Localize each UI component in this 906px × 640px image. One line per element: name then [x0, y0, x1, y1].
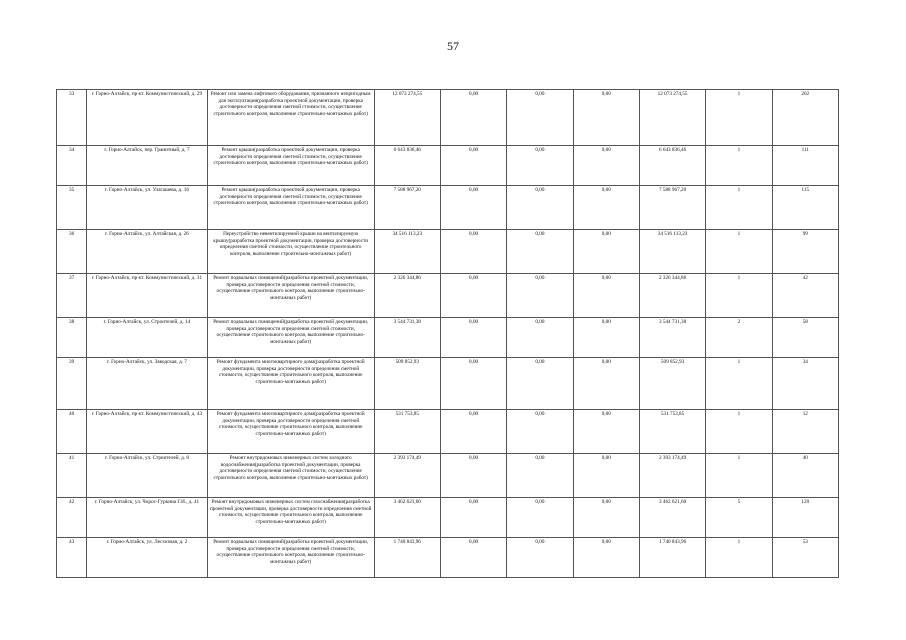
fund-cell-3: 0,00 [573, 146, 639, 186]
address-cell: г. Горно-Алтайск, пр-кт. Коммунистический, д. 29 [87, 90, 208, 146]
owners-funds-cell: 7 588 967,20 [639, 186, 705, 230]
table-row [57, 274, 839, 318]
count-cell: 1 [706, 186, 772, 230]
fund-cell-1: 0,00 [440, 498, 506, 538]
area-cell: 42 [772, 274, 838, 318]
fund-cell-3: 0,00 [573, 410, 639, 454]
fund-cell-1: 0,00 [440, 358, 506, 410]
fund-cell-1: 0,00 [440, 90, 506, 146]
table-row [57, 498, 839, 538]
fund-cell-1: 0,00 [440, 186, 506, 230]
table-row [57, 410, 839, 454]
fund-cell-2: 0,00 [507, 230, 573, 274]
fund-cell-3: 0,00 [573, 454, 639, 498]
count-cell: 1 [706, 90, 772, 146]
address-cell: г. Горно-Алтайск, ул. Улагашева, д. 16 [87, 186, 208, 230]
row-number: 37 [57, 274, 87, 318]
fund-cell-3: 0,00 [573, 230, 639, 274]
address-cell: г. Горно-Алтайск, ул. Строителей, д. 14 [87, 318, 208, 358]
address-cell: г. Горно-Алтайск, пер. Гранитный, д. 7 [87, 146, 208, 186]
area-cell: 12 [772, 410, 838, 454]
total-cost-cell: 7 588 967,20 [374, 186, 440, 230]
count-cell: 5 [706, 498, 772, 538]
table-row [57, 318, 839, 358]
area-cell: 99 [772, 230, 838, 274]
fund-cell-1: 0,00 [440, 538, 506, 578]
owners-funds-cell: 509 852,93 [639, 358, 705, 410]
fund-cell-2: 0,00 [507, 274, 573, 318]
works-table [56, 89, 839, 578]
fund-cell-1: 0,00 [440, 274, 506, 318]
row-number: 33 [57, 90, 87, 146]
fund-cell-2: 0,00 [507, 498, 573, 538]
table-row [57, 454, 839, 498]
table-row [57, 186, 839, 230]
work-description-cell: Ремонт внутридомовых инженерных систем холодного водоснабжения(разработка проектной документации, проверка достоверности определения сметной стоимости, осуществление строительного контроля, выполнение строительно-монтажных работ) [207, 454, 374, 498]
fund-cell-1: 0,00 [440, 410, 506, 454]
count-cell: 1 [706, 358, 772, 410]
count-cell: 1 [706, 410, 772, 454]
work-description-cell: Ремонт фундамента многоквартирного дома(разработка проектной документации, проверка достоверности определения сметной стоимости, осуществление строительного контроля, выполнение строительно-монтажных работ) [207, 410, 374, 454]
fund-cell-3: 0,00 [573, 186, 639, 230]
owners-funds-cell: 2 326 344,86 [639, 274, 705, 318]
table-row [57, 358, 839, 410]
owners-funds-cell: 1 740 843,96 [639, 538, 705, 578]
fund-cell-1: 0,00 [440, 318, 506, 358]
row-number: 43 [57, 538, 87, 578]
count-cell: 1 [706, 146, 772, 186]
work-description-cell: Ремонт фундамента многоквартирного дома(разработка проектной документации, проверка достоверности определения сметной стоимости, осуществление строительного контроля, выполнение строительно-монтажных работ) [207, 358, 374, 410]
total-cost-cell: 509 852,93 [374, 358, 440, 410]
row-number: 40 [57, 410, 87, 454]
area-cell: 34 [772, 358, 838, 410]
area-cell: 53 [772, 538, 838, 578]
row-number: 39 [57, 358, 87, 410]
row-number: 35 [57, 186, 87, 230]
area-cell: 111 [772, 146, 838, 186]
row-number: 41 [57, 454, 87, 498]
count-cell: 1 [706, 454, 772, 498]
fund-cell-2: 0,00 [507, 318, 573, 358]
row-number: 34 [57, 146, 87, 186]
count-cell: 1 [706, 274, 772, 318]
fund-cell-3: 0,00 [573, 358, 639, 410]
owners-funds-cell: 12 073 274,55 [639, 90, 705, 146]
fund-cell-2: 0,00 [507, 90, 573, 146]
row-number: 38 [57, 318, 87, 358]
area-cell: 120 [772, 498, 838, 538]
area-cell: 40 [772, 454, 838, 498]
total-cost-cell: 3 544 731,38 [374, 318, 440, 358]
owners-funds-cell: 531 753,85 [639, 410, 705, 454]
area-cell: 202 [772, 90, 838, 146]
work-description-cell: Ремонт подвальных помещений(разработка проектной документации, проверка достоверности определения сметной стоимости, осуществление строительного контроля, выполнение строительно-монтажных работ) [207, 318, 374, 358]
work-description-cell: Ремонт подвальных помещений(разработка проектной документации, проверка достоверности определения сметной стоимости, осуществление строительного контроля, выполнение строительно-монтажных работ) [207, 538, 374, 578]
address-cell: г. Горно-Алтайск, ул. Чорос-Гуркина Г.И., д. 41 [87, 498, 208, 538]
total-cost-cell: 6 643 836,46 [374, 146, 440, 186]
area-cell: 115 [772, 186, 838, 230]
count-cell: 2 [706, 318, 772, 358]
work-description-cell: Ремонт крыши(разработка проектной документации, проверка достоверности определения сметной стоимости, осуществление строительного контроля, выполнение строительно-монтажных работ) [207, 146, 374, 186]
work-description-cell: Ремонт крыши(разработка проектной документации, проверка достоверности определения сметной стоимости, осуществление строительного контроля, выполнение строительно-монтажных работ) [207, 186, 374, 230]
page-number: 57 [447, 39, 459, 53]
fund-cell-3: 0,00 [573, 538, 639, 578]
total-cost-cell: 1 740 843,96 [374, 538, 440, 578]
table-row [57, 90, 839, 146]
row-number: 36 [57, 230, 87, 274]
address-cell: г. Горно-Алтайск, ул. Заводская, д. 7 [87, 358, 208, 410]
fund-cell-3: 0,00 [573, 90, 639, 146]
address-cell: г. Горно-Алтайск, ул. Алтайская, д. 26 [87, 230, 208, 274]
owners-funds-cell: 6 643 836,46 [639, 146, 705, 186]
address-cell: г. Горно-Алтайск, пр-кт. Коммунистический, д. 31 [87, 274, 208, 318]
work-description-cell: Ремонт внутридомовых инженерных систем газоснабжения(разработка проектной документации, проверка достоверности определения сметной стоимости, осуществление строительного контроля, выполнение строительно-монтажных работ) [207, 498, 374, 538]
address-cell: г. Горно-Алтайск, пр-кт. Коммунистический, д. 43 [87, 410, 208, 454]
total-cost-cell: 3 462 621,60 [374, 498, 440, 538]
total-cost-cell: 531 753,85 [374, 410, 440, 454]
fund-cell-3: 0,00 [573, 498, 639, 538]
address-cell: г. Горно-Алтайск, ул. Лесхозная, д. 2 [87, 538, 208, 578]
fund-cell-2: 0,00 [507, 538, 573, 578]
owners-funds-cell: 34 516 113,23 [639, 230, 705, 274]
work-description-cell: Ремонт или замена лифтового оборудования, признанного непригодным для эксплуатации(разработка проектной документации, проверка достоверности определения сметной стоимости, осуществление строительного контроля, выполнение строительно-монтажных работ) [207, 90, 374, 146]
total-cost-cell: 12 073 274,55 [374, 90, 440, 146]
total-cost-cell: 34 516 113,23 [374, 230, 440, 274]
work-description-cell: Ремонт подвальных помещений(разработка проектной документации, проверка достоверности определения сметной стоимости, осуществление строительного контроля, выполнение строительно-монтажных работ) [207, 274, 374, 318]
fund-cell-1: 0,00 [440, 230, 506, 274]
count-cell: 1 [706, 538, 772, 578]
fund-cell-2: 0,00 [507, 410, 573, 454]
area-cell: 58 [772, 318, 838, 358]
total-cost-cell: 2 326 344,86 [374, 274, 440, 318]
count-cell: 1 [706, 230, 772, 274]
owners-funds-cell: 3 544 731,38 [639, 318, 705, 358]
owners-funds-cell: 3 462 621,60 [639, 498, 705, 538]
table-row [57, 230, 839, 274]
fund-cell-1: 0,00 [440, 146, 506, 186]
address-cell: г. Горно-Алтайск, ул. Строителей, д. 8 [87, 454, 208, 498]
table-row [57, 146, 839, 186]
fund-cell-1: 0,00 [440, 454, 506, 498]
work-description-cell: Переустройство невентилируемой крыши на вентилируемую крышу(разработка проектной документации, проверка достоверности определения сметной стоимости, осуществление строительного контроля, выполнение строительно-монтажных работ) [207, 230, 374, 274]
fund-cell-2: 0,00 [507, 186, 573, 230]
fund-cell-3: 0,00 [573, 318, 639, 358]
row-number: 42 [57, 498, 87, 538]
fund-cell-2: 0,00 [507, 358, 573, 410]
fund-cell-2: 0,00 [507, 146, 573, 186]
owners-funds-cell: 2 393 174,49 [639, 454, 705, 498]
fund-cell-2: 0,00 [507, 454, 573, 498]
fund-cell-3: 0,00 [573, 274, 639, 318]
table-row [57, 538, 839, 578]
total-cost-cell: 2 393 174,49 [374, 454, 440, 498]
